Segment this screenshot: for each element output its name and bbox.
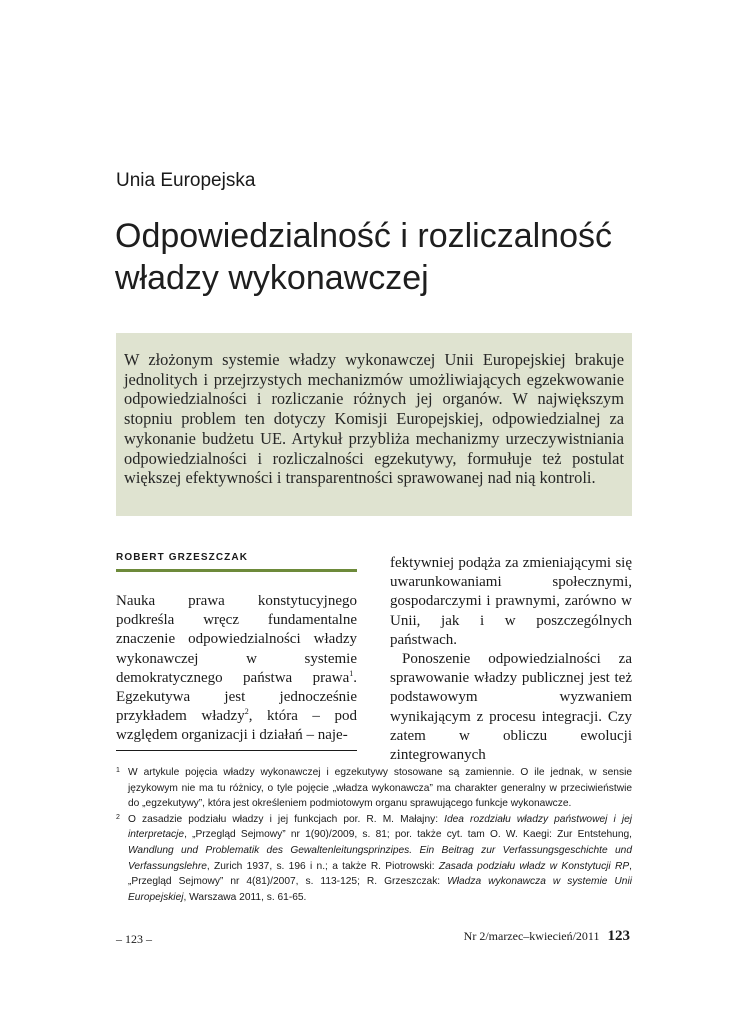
body-text: Nauka prawa konstytucyjnego podkreśla wręcz fundamentalne znaczenie odpowiedzialności władzy wykonawczej w systemie demokratycznego państwa prawa (116, 593, 357, 686)
author-name: ROBERT GRZESZCZAK (116, 552, 249, 563)
footnote-text: , Warszawa 2011, s. 61-65. (183, 891, 307, 903)
abstract-box (116, 333, 632, 516)
body-text: , która – pod względem organizacji i działań – naje- (116, 708, 357, 744)
footnote-text: , „Przegląd Sejmowy” nr 4(81)/2007, s. 113-125; R. Grzeszczak: (128, 860, 632, 888)
footnote-text: , Zurich 1937, s. 196 i n.; a także R. Piotrowski: (206, 860, 439, 872)
page-footer (464, 928, 630, 945)
footnotes (116, 765, 632, 905)
footnote-number: 1 (116, 767, 120, 774)
section-label: Unia Europejska (116, 170, 256, 191)
title-line-2: władzy wykonawczej (115, 259, 429, 297)
footnote-title: Idea rozdziału władzy państwowej i jej interpretacje (128, 813, 633, 841)
footnote-title: Władza wykonawcza w systemie Unii Europejskiej (128, 876, 632, 903)
page-number: 123 (607, 928, 630, 944)
issue-info: Nr 2/marzec–kwiecień/2011 (463, 929, 600, 943)
footnote-ref-1[interactable]: 1 (349, 668, 354, 678)
body-column-right (390, 554, 632, 765)
page-number-center: – 123 – (116, 932, 152, 946)
footnote-1 (116, 765, 632, 812)
footnote-title: Zasada podziału władz w Konstytucji RP (438, 860, 630, 872)
footnote-2 (116, 812, 632, 906)
footnote-divider (116, 750, 357, 751)
footnote-text: , „Przegląd Sejmowy” nr 1(90)/2009, s. 81; por. także cyt. tam O. W. Kaegi: Zur Entstehung, (184, 829, 632, 841)
article-title (115, 215, 655, 299)
footnote-number: 2 (116, 813, 120, 821)
body-paragraph (116, 592, 357, 746)
footnote-title: Wandlung und Problematik des Gewaltenleitungsprinzipes. Ein Beitrag zur Verfassungsgeschichte und Verfassungslehre (128, 844, 632, 872)
footnote-ref-2[interactable]: 2 (244, 707, 249, 717)
body-text: . Egzekutywa jest jednocześnie przykładem władzy (116, 669, 357, 725)
footnote-text: O zasadzie podziału władzy i jej funkcjach por. R. M. Małajny: (128, 813, 445, 825)
abstract-text: W złożonym systemie władzy wykonawczej Unii Europejskiej brakuje jednolitych i przejrzystych mechanizmów umożliwiających egzekwowanie odpowiedzialności i rozliczanie różnych jej organów. W największym stopniu problem ten dotyczy Komisji Europejskiej, odpowiedzialnej za wykonanie budżetu UE. Artykuł przybliża mechanizmy urzeczywistniania odpowiedzialności i rozliczalności egzekutywy, formułuje też postulat większej efektywności i transparentności sprawowanej nad nią kontroli. (124, 350, 624, 488)
author-rule (116, 569, 357, 572)
body-paragraph: Ponoszenie odpowiedzialności za sprawowanie władzy publicznej jest też podstawowym wyzwaniem wynikającym z procesu integracji. Czy zatem w obliczu ewolucji zintegrowanych (390, 651, 632, 764)
title-line-1: Odpowiedzialność i rozliczalność (115, 217, 613, 255)
footnote-text: W artykule pojęcia władzy wykonawczej i egzekutywy stosowane są zamiennie. O ile jednak, w sensie językowym nie ma tu różnicy, o tyle pojęcie „władza wykonawcza” ma charakter generalny w przeciwieństwie do „egzekutywy”, która jest określeniem podmiotowym organu sprawującego funkcje wykonawcze. (128, 767, 632, 810)
body-column-left (116, 592, 357, 746)
body-paragraph: fektywniej podąża za zmieniającymi się uwarunkowaniami społecznymi, gospodarczymi i prawnymi, zarówno w Unii, jak i w poszczególnych państwach. (390, 555, 632, 648)
